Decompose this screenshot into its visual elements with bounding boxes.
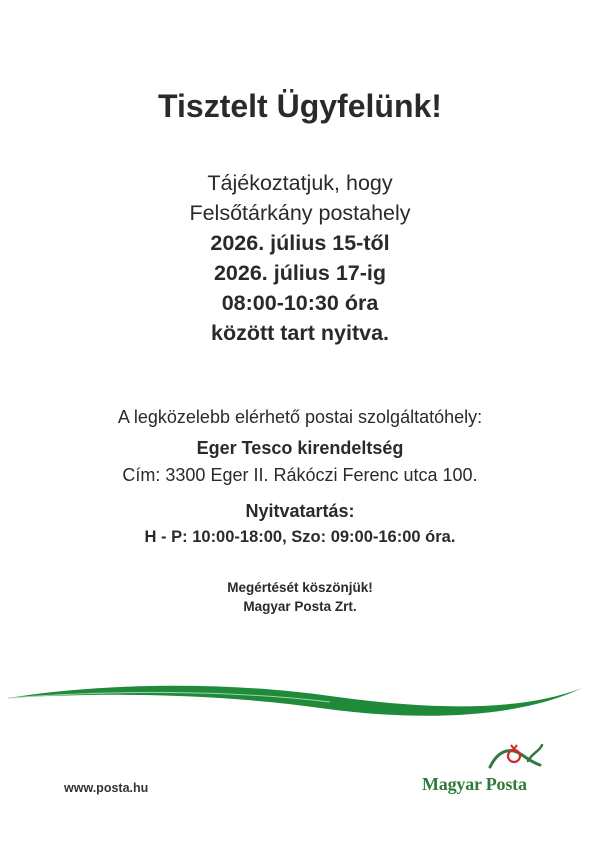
thanks-text: Megértését köszönjük! <box>227 580 373 595</box>
magyar-posta-logo-text: Magyar Posta <box>422 774 527 794</box>
posthorn-icon <box>484 741 546 773</box>
closure-notice <box>0 168 600 348</box>
closing-note <box>0 578 600 616</box>
alternative-heading: A legközelebb elérhető postai szolgáltatóhely: <box>117 407 483 427</box>
page-title: Tisztelt Ügyfelünk! <box>158 88 442 124</box>
opening-hours-limited: 08:00-10:30 óra <box>221 291 379 315</box>
alternative-name: Eger Tesco kirendeltség <box>196 438 404 458</box>
alternative-office <box>0 404 600 550</box>
alternative-address: Cím: 3300 Eger II. Rákóczi Ferenc utca 100. <box>122 465 478 485</box>
opening-label: Nyitvatartás: <box>245 501 355 521</box>
opening-hours: H - P: 10:00-18:00, Szo: 09:00-16:00 óra. <box>144 528 456 546</box>
company-name: Magyar Posta Zrt. <box>243 599 357 614</box>
intro-line-1: Tájékoztatjuk, hogy <box>207 171 393 195</box>
green-wave-decoration <box>0 668 600 728</box>
website-link[interactable]: www.posta.hu <box>64 781 149 795</box>
date-to: 2026. július 17-ig <box>213 261 387 285</box>
open-text: között tart nyitva. <box>211 321 389 345</box>
intro-line-2: Felsőtárkány postahely <box>189 201 411 225</box>
date-from: 2026. július 15-től <box>210 231 390 255</box>
